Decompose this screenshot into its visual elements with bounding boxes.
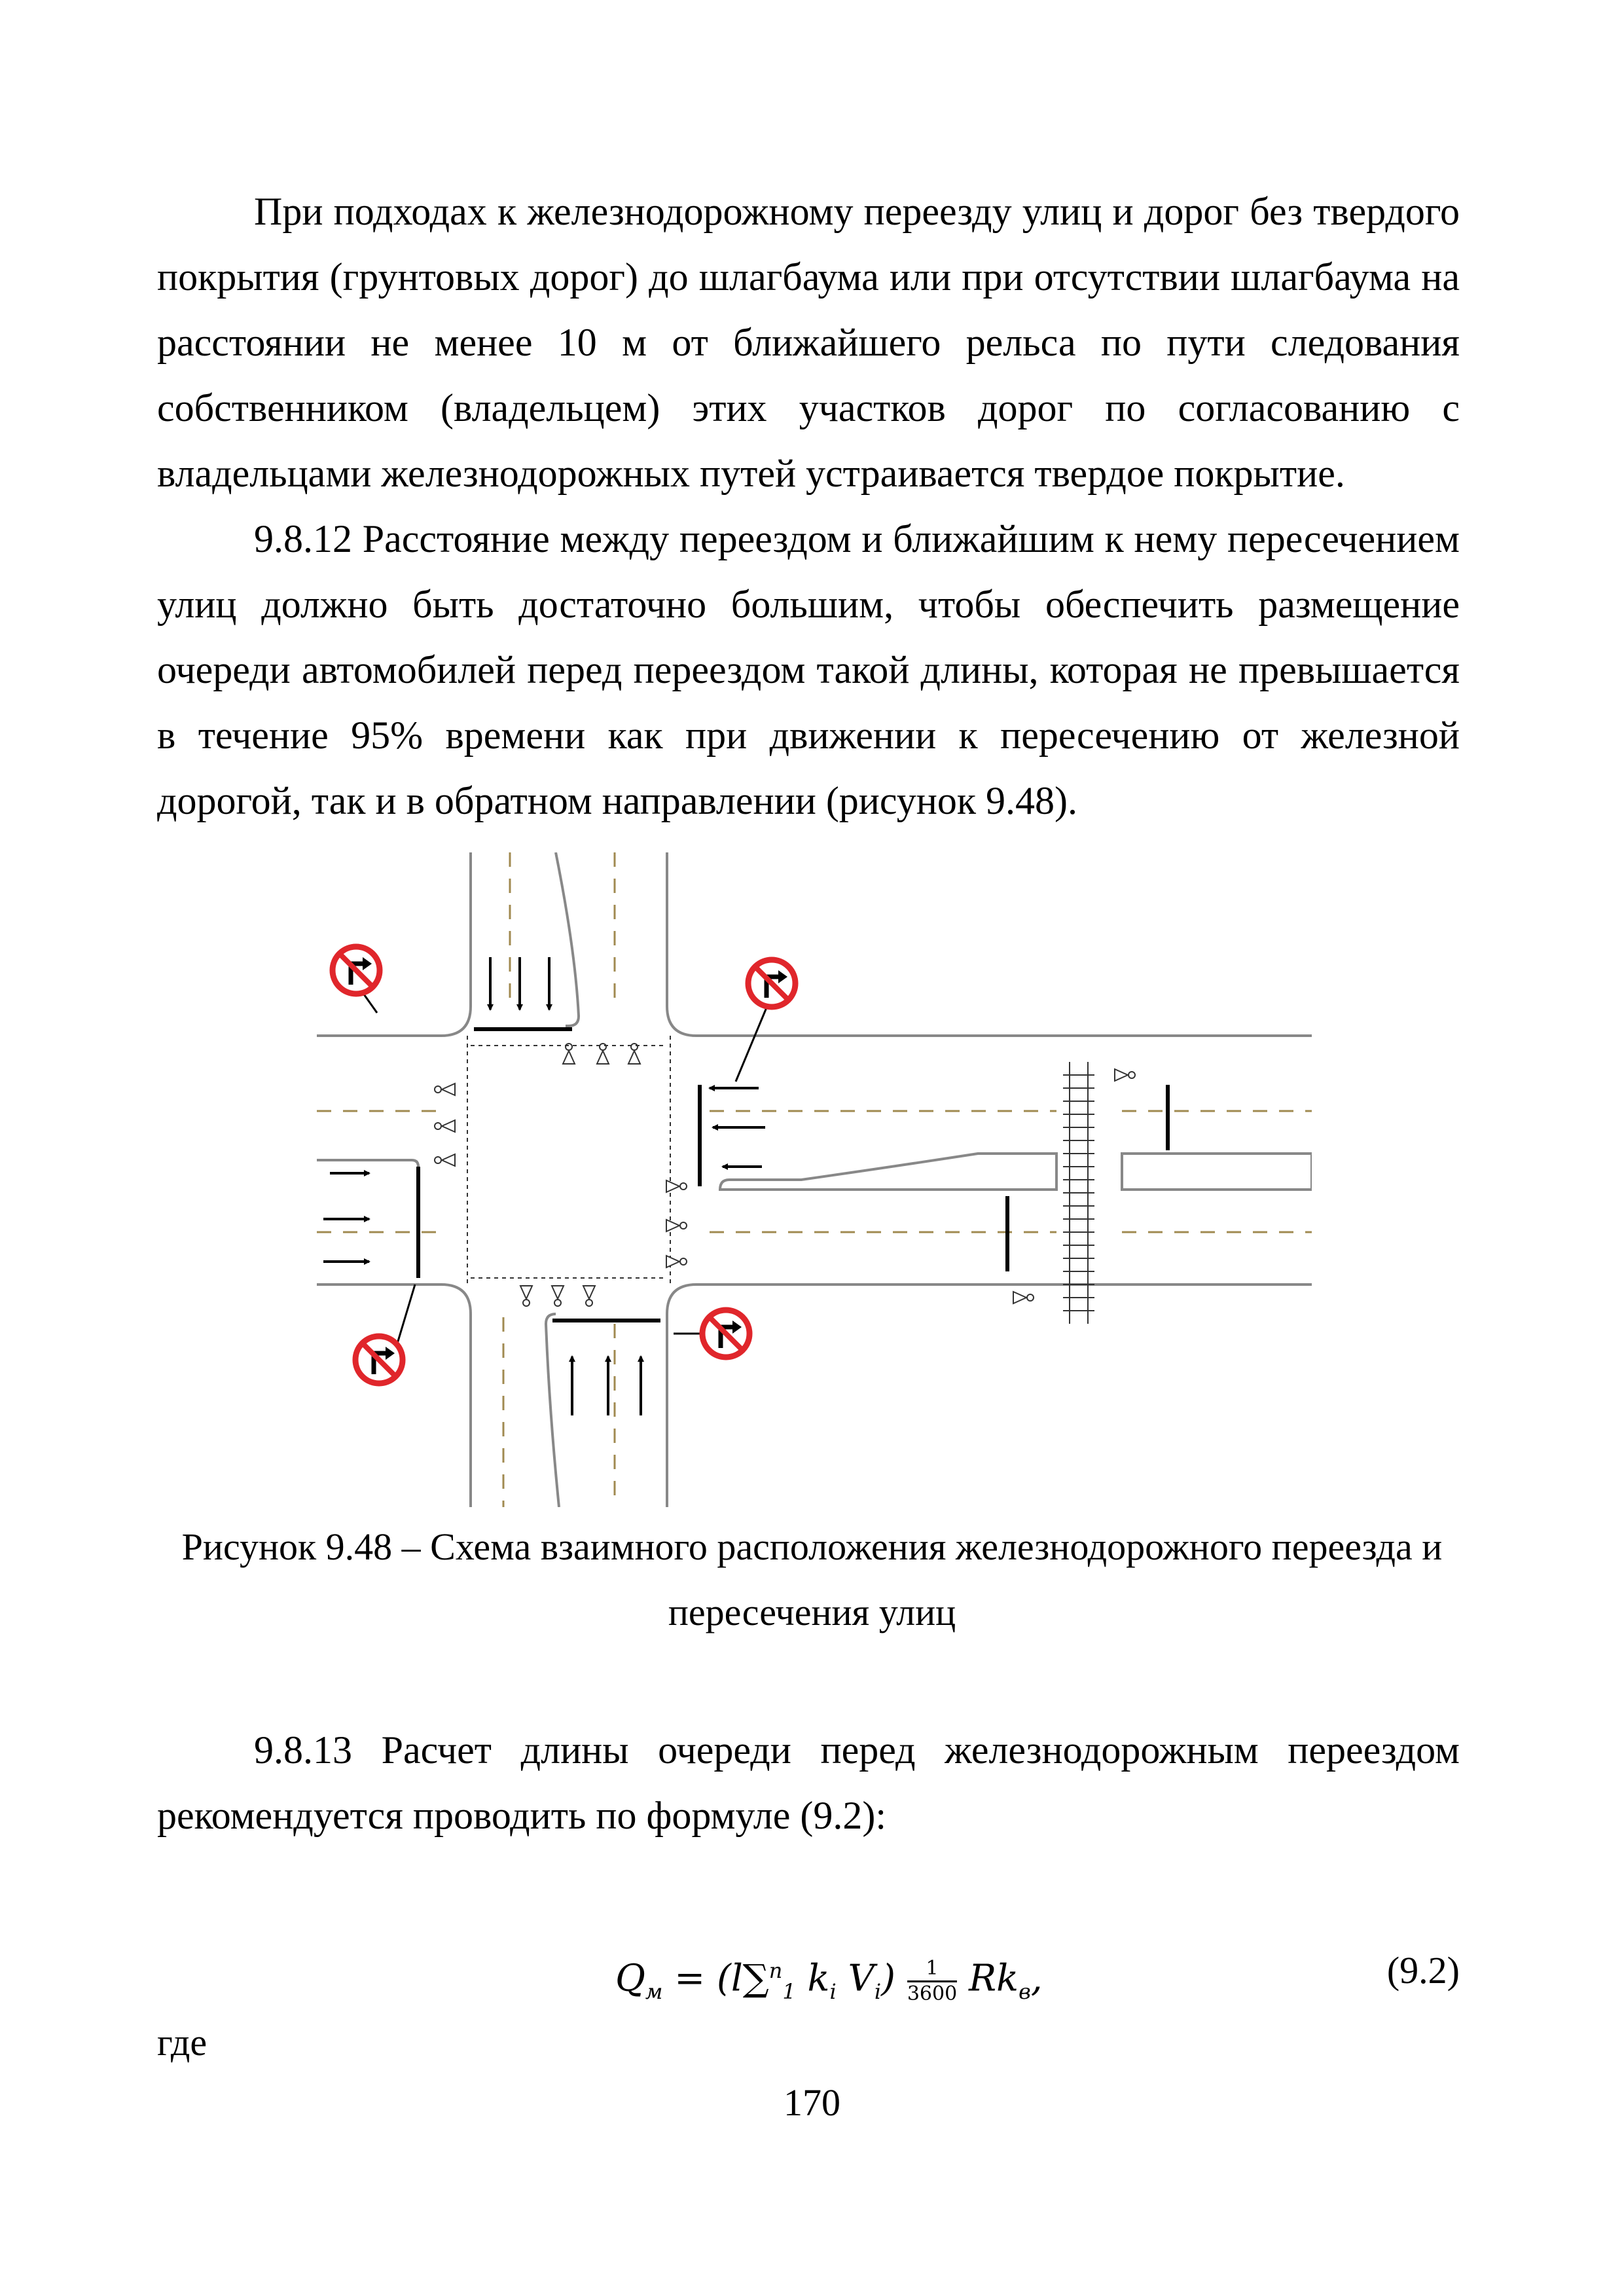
formula-v-sub: i [874,1978,882,2004]
traffic-lights [435,1044,1135,1306]
formula-sum: ∑ [742,1957,769,2000]
figure-railway-crossing-diagram [317,852,1312,1507]
figure-caption-line1: Рисунок 9.48 – Схема взаимного расположения железнодорожного переезда и [181,1525,1443,1568]
formula-l: l [731,1957,743,2000]
formula-k: k [795,1957,830,2000]
formula-eq: = ( [662,1957,731,2000]
crossing-zone [467,1036,670,1285]
page-number: 170 [784,2081,840,2124]
no-right-turn-signs [333,947,795,1383]
formula-v: V [836,1957,875,2000]
paragraph-hard-surface: При подходах к железнодорожному переезду улиц и дорог без твердого покрытия (грунтовых дорог) до шлагбаума или при отсутствии шлагбаума на расстоянии не менее 10 м от ближайшего рельса по пути следования собственником (владельцем) этих участков дорог по согласованию с владельцами железнодорожных путей устраивается твердое покрытие. [157,190,1460,495]
formula-tail-end: , [1030,1957,1043,2000]
road-edges [317,852,1312,1507]
paragraph-9-8-12: 9.8.12 Расстояние между переездом и ближайшим к нему пересечением улиц должно быть достаточно большим, чтобы обеспечить размещение очереди автомобилей перед переездом такой длины, которая не превышается в течение 95% времени как при движении к пересечению от железной дорогой, так и в обратном направлении (рисунок 9.48). [157,517,1460,822]
formula-sum-sub: 1 [782,1978,796,2004]
formula-tail-sub: в [1019,1978,1031,2004]
formula-lhs: Q [615,1957,645,2000]
equation-number: (9.2) [1386,1949,1460,1992]
lane-markings [317,852,1312,1507]
formula-k-sub: i [829,1978,837,2004]
formula-tail: Rk [969,1957,1019,2000]
formula-frac-den: 3600 [907,1982,958,2005]
formula-lhs-sub: м [645,1978,663,2004]
where-label: где [157,2021,208,2064]
formula-sum-sup: n [768,1958,783,1983]
formula-close: ) [881,1957,896,2000]
railway-track [1063,1062,1094,1324]
medians [317,852,1312,1507]
formula-9-2 [615,1938,1204,2024]
formula-frac-num: 1 [907,1957,957,1982]
formula-fraction [907,1957,957,2006]
figure-caption-line2: пересечения улиц [668,1591,956,1633]
paragraph-9-8-13: 9.8.13 Расчет длины очереди перед железнодорожным переездом рекомендуется проводить по формуле (9.2): [157,1728,1460,1837]
